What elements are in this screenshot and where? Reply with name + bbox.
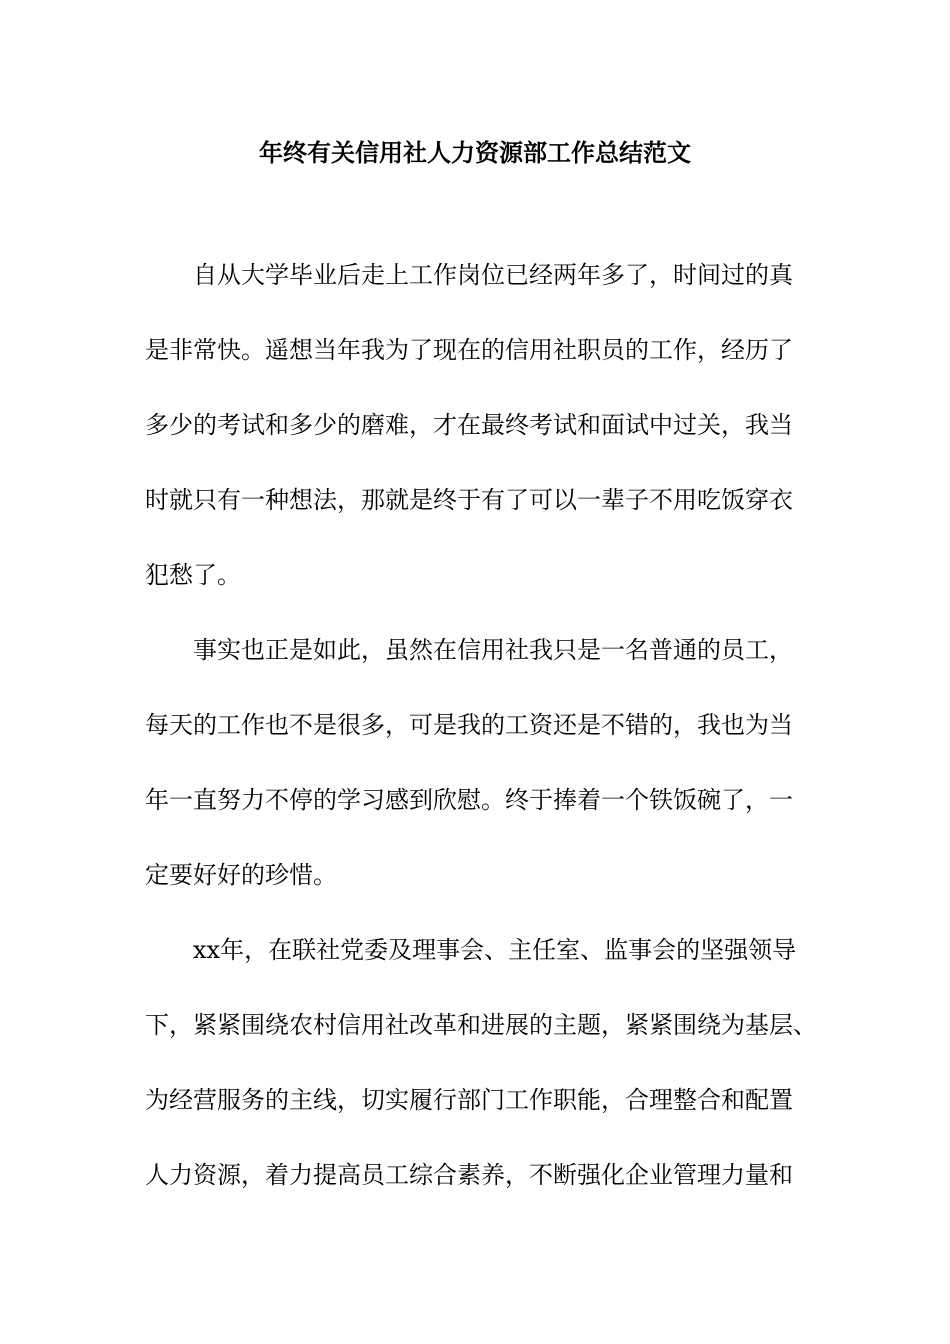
body-line: 犯愁了。 [145,561,241,589]
body-line: 事实也正是如此，虽然在信用社我只是一名普通的员工， [193,636,793,664]
document-title: 年终有关信用社人力资源部工作总结范文 [259,139,691,167]
body-line: 下，紧紧围绕农村信用社改革和进展的主题，紧紧围绕为基层、 [145,1011,817,1039]
body-line: 是非常快。遥想当年我为了现在的信用社职员的工作，经历了 [145,336,793,364]
body-line: 年一直努力不停的学习感到欣慰。终于捧着一个铁饭碗了，一 [145,786,793,814]
body-line: 多少的考试和多少的磨难，才在最终考试和面试中过关，我当 [145,411,793,439]
body-line: 每天的工作也不是很多，可是我的工资还是不错的，我也为当 [145,711,793,739]
body-line: 时就只有一种想法，那就是终于有了可以一辈子不用吃饭穿衣 [145,486,793,514]
body-line: xx年，在联社党委及理事会、主任室、监事会的坚强领导 [193,936,797,964]
body-line: 定要好好的珍惜。 [145,861,337,889]
body-line: 为经营服务的主线，切实履行部门工作职能，合理整合和配置 [145,1086,793,1114]
body-line: 人力资源，着力提高员工综合素养，不断强化企业管理力量和 [145,1161,793,1189]
body-line: 自从大学毕业后走上工作岗位已经两年多了，时间过的真 [193,261,793,289]
